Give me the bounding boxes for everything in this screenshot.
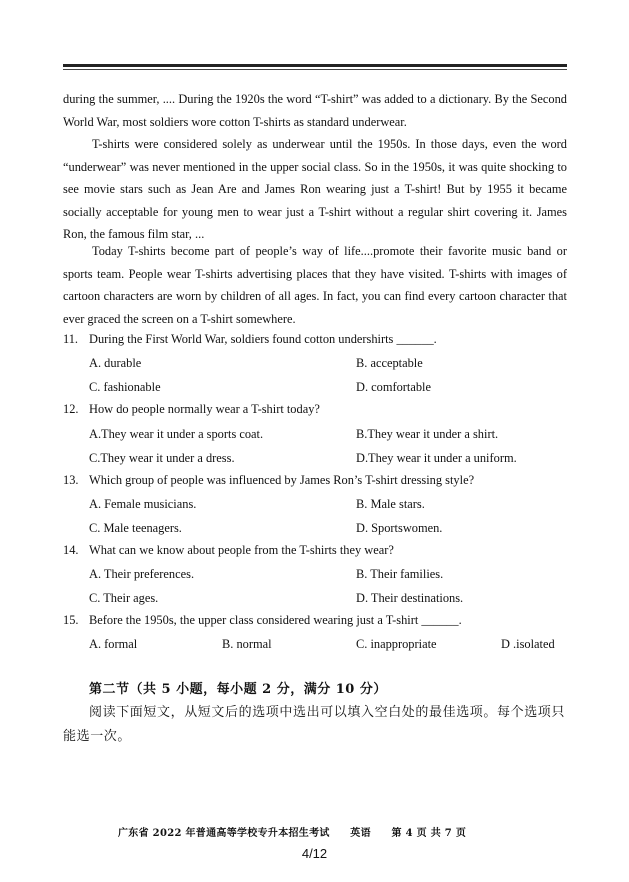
page-indicator: 4/12 (301, 846, 328, 861)
option-14-a[interactable]: A. Their preferences. (89, 567, 195, 581)
question-number: 13. (63, 473, 79, 487)
question-number: 12. (63, 402, 79, 416)
option-14-d[interactable]: D. Their destinations. (356, 591, 464, 605)
option-11-d[interactable]: D. comfortable (356, 380, 432, 394)
passage-paragraph-3: Today T-shirts become part of people’s way of life....promote their favorite music band or sports team. People wear T-shirts advertising places that they have visited. T-shirts with images of cartoon characters are worn by children of all ages. In fact, you can find every cartoon character that ever graced the screen on a T-shirt somewhere. (63, 244, 567, 326)
option-11-c[interactable]: C. fashionable (89, 380, 161, 394)
option-13-c[interactable]: C. Male teenagers. (89, 521, 182, 535)
option-15-b[interactable]: B. normal (222, 637, 272, 651)
section-heading: 第二节（共 5 小题，每小题 2 分，满分 10 分） (89, 682, 387, 697)
question-number: 15. (63, 613, 79, 627)
option-13-b[interactable]: B. Male stars. (356, 497, 425, 511)
option-13-d[interactable]: D. Sportswomen. (356, 521, 443, 535)
option-15-d[interactable]: D .isolated (501, 637, 555, 651)
passage-paragraph-2: T-shirts were considered solely as underwear until the 1950s. In those days, even the word “underwear” was never mentioned in the upper social class. So in the 1950s, it was quite shocking to see movie stars such as Jean Are and James Ron wearing just a T-shirt! But by 1955 it became socially acceptable for young men to wear just a T-shirt without a regular shirt covering it. James Ron, the famous film star, ... (63, 137, 567, 242)
option-12-b[interactable]: B.They wear it under a shirt. (356, 427, 499, 441)
option-12-c[interactable]: C.They wear it under a dress. (89, 451, 235, 465)
question-text: Before the 1950s, the upper class considered wearing just a T-shirt ______. (89, 613, 462, 627)
option-11-a[interactable]: A. durable (89, 356, 142, 370)
option-12-a[interactable]: A.They wear it under a sports coat. (89, 427, 264, 441)
passage-paragraph-1: during the summer, .... During the 1920s the word “T-shirt” was added to a dictionary. By the Second World War, most soldiers wore cotton T-shirts as standard underwear. (63, 92, 567, 129)
option-13-a[interactable]: A. Female musicians. (89, 497, 197, 511)
question-15 (63, 612, 567, 628)
question-number: 14. (63, 543, 79, 557)
option-14-c[interactable]: C. Their ages. (89, 591, 159, 605)
page-footer: 广东省 2022 年普通高等学校专升本招生考试 英语 第 4 页 共 7 页 (118, 828, 467, 839)
question-text: How do people normally wear a T-shirt today? (89, 402, 320, 416)
header-rule (63, 64, 567, 67)
header-rule-thin (63, 69, 567, 70)
question-12 (63, 401, 567, 417)
option-11-b[interactable]: B. acceptable (356, 356, 423, 370)
option-15-c[interactable]: C. inappropriate (356, 637, 437, 651)
question-number: 11. (63, 332, 79, 346)
question-text: What can we know about people from the T-shirts they wear? (89, 543, 394, 557)
option-12-d[interactable]: D.They wear it under a uniform. (356, 451, 517, 465)
question-text: During the First World War, soldiers found cotton undershirts ______. (89, 332, 437, 346)
question-text: Which group of people was influenced by James Ron’s T-shirt dressing style? (89, 473, 475, 487)
question-11 (63, 331, 567, 347)
question-13 (63, 472, 567, 488)
option-14-b[interactable]: B. Their families. (356, 567, 444, 581)
option-15-a[interactable]: A. formal (89, 637, 138, 651)
section-instructions: 阅读下面短文，从短文后的选项中选出可以填入空白处的最佳选项。每个选项只能选一次。 (63, 705, 566, 744)
question-14 (63, 542, 567, 558)
